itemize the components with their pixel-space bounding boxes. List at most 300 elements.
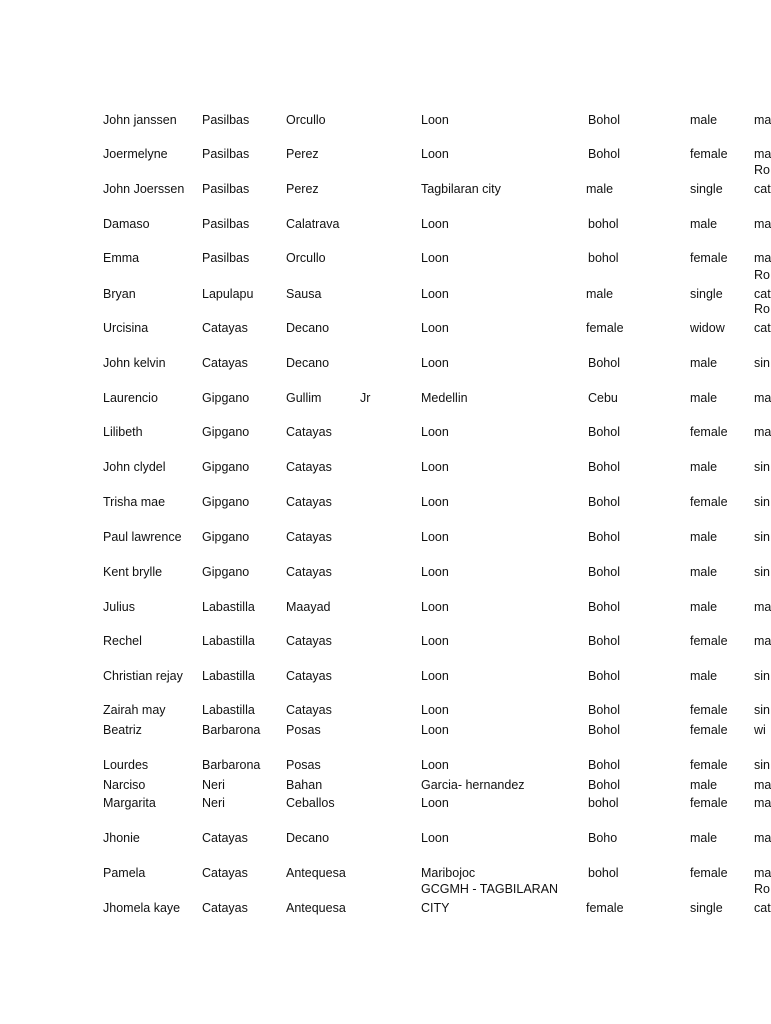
last-name-text: Calatrava (286, 217, 340, 231)
first-name-cell (103, 527, 199, 547)
first-name-cell (103, 700, 199, 720)
suffix-cell (360, 110, 400, 130)
suffix-cell (360, 863, 400, 883)
suffix-cell (360, 755, 400, 775)
last-name-cell (286, 353, 358, 373)
last-name-cell (286, 248, 358, 268)
middle-name-cell (202, 597, 284, 617)
last-name-cell (286, 284, 358, 304)
province-cell (588, 828, 678, 848)
suffix-cell (360, 793, 400, 813)
province-cell (588, 666, 678, 686)
civil-status-cell (754, 388, 771, 408)
sex-text: female (690, 866, 728, 880)
last-name-cell (286, 527, 358, 547)
province-cell (588, 597, 678, 617)
sex-text: male (690, 831, 718, 845)
birthplace-cell (421, 144, 581, 164)
province-text: Bohol (588, 669, 620, 683)
birthplace-text: Medellin (421, 391, 468, 405)
middle-name-cell (202, 388, 284, 408)
table-row (0, 457, 768, 477)
sex-text: widow (690, 321, 725, 335)
last-name-cell (286, 144, 358, 164)
sex-cell (690, 898, 750, 918)
civil-status-cell (754, 527, 768, 547)
birthplace-text: Loon (421, 425, 449, 439)
civil-status-cell (754, 302, 771, 338)
first-name-cell (103, 793, 199, 813)
first-name-text: John kelvin (103, 356, 166, 370)
sex-text: female (690, 251, 728, 265)
first-name-cell (103, 775, 199, 795)
province-cell (588, 248, 678, 268)
sex-cell (690, 214, 750, 234)
last-name-text: Gullim (286, 391, 322, 405)
first-name-text: Laurencio (103, 391, 158, 405)
civil-status-text: sin (754, 460, 770, 474)
first-name-cell (103, 562, 199, 582)
province-cell (588, 631, 678, 651)
civil-status-text: ma (754, 778, 771, 792)
first-name-text: John janssen (103, 113, 177, 127)
middle-name-text: Catayas (202, 866, 248, 880)
civil-status-text: sin (754, 669, 770, 683)
suffix-cell (360, 422, 400, 442)
table-row (0, 631, 771, 651)
province-text: female (586, 321, 624, 335)
civil-status-text: ma (754, 217, 771, 231)
sex-cell (690, 284, 750, 304)
first-name-cell (103, 720, 199, 740)
last-name-cell (286, 110, 358, 130)
birthplace-cell (421, 755, 581, 775)
civil-status-cell (754, 163, 771, 199)
last-name-text: Bahan (286, 778, 323, 792)
province-text: Bohol (588, 565, 620, 579)
sex-text: single (690, 182, 723, 196)
last-name-cell (286, 631, 358, 651)
table-row (0, 248, 771, 268)
province-text: Bohol (588, 634, 620, 648)
civil-status-text: ma (754, 391, 771, 405)
civil-status-text: ma (754, 600, 771, 614)
middle-name-text: Gipgano (202, 530, 250, 544)
province-cell (586, 318, 676, 338)
province-text: bohol (588, 796, 619, 810)
province-text: Bohol (588, 530, 620, 544)
first-name-text: Joermelyne (103, 147, 168, 161)
suffix-cell (360, 775, 400, 795)
birthplace-cell (421, 863, 581, 883)
table-row (0, 882, 771, 918)
civil-status-cell (754, 597, 771, 617)
civil-status-cell (754, 214, 771, 234)
table-row (0, 163, 771, 199)
province-text: Boho (588, 831, 618, 845)
middle-name-cell (202, 492, 284, 512)
last-name-text: Catayas (286, 565, 332, 579)
civil-status-text: sin (754, 495, 770, 509)
birthplace-text: CITY (421, 901, 450, 915)
sex-text: female (690, 758, 728, 772)
first-name-text: Kent brylle (103, 565, 163, 579)
middle-name-text: Neri (202, 778, 225, 792)
province-cell (588, 110, 678, 130)
sex-text: male (690, 391, 718, 405)
civil-status-cell (754, 562, 768, 582)
sex-text: single (690, 287, 723, 301)
birthplace-text: Loon (421, 287, 449, 301)
birthplace-cell (421, 422, 581, 442)
province-cell (588, 388, 678, 408)
first-name-cell (103, 755, 199, 775)
table-row (0, 863, 771, 883)
sex-cell (690, 793, 750, 813)
last-name-cell (286, 214, 358, 234)
first-name-text: Christian rejay (103, 669, 183, 683)
last-name-text: Sausa (286, 287, 322, 301)
last-name-cell (286, 562, 358, 582)
last-name-cell (286, 179, 358, 199)
province-text: Bohol (588, 758, 620, 772)
province-cell (588, 527, 678, 547)
sex-text: male (690, 669, 718, 683)
suffix-cell (360, 562, 400, 582)
birthplace-cell (421, 318, 581, 338)
table-row (0, 700, 768, 720)
first-name-text: John Joerssen (103, 182, 185, 196)
table-row (0, 214, 771, 234)
sex-text: male (690, 217, 718, 231)
province-text: Bohol (588, 425, 620, 439)
last-name-cell (286, 318, 358, 338)
middle-name-cell (202, 720, 284, 740)
middle-name-text: Catayas (202, 321, 248, 335)
province-text: Bohol (588, 460, 620, 474)
last-name-cell (286, 775, 358, 795)
middle-name-cell (202, 457, 284, 477)
birthplace-cell (421, 775, 581, 795)
province-text: Bohol (588, 147, 620, 161)
first-name-cell (103, 388, 199, 408)
civil-status-text: ma (754, 634, 771, 648)
province-text: Bohol (588, 113, 620, 127)
civil-status-cell (754, 492, 768, 512)
birthplace-cell (421, 562, 581, 582)
sex-cell (690, 457, 750, 477)
middle-name-cell (202, 775, 284, 795)
sex-cell (690, 597, 750, 617)
birthplace-text: Loon (421, 831, 449, 845)
first-name-text: Trisha mae (103, 495, 166, 509)
province-text: Bohol (588, 600, 620, 614)
last-name-cell (286, 828, 358, 848)
sex-cell (690, 318, 750, 338)
sex-text: female (690, 495, 728, 509)
middle-name-text: Gipgano (202, 565, 250, 579)
last-name-cell (286, 666, 358, 686)
civil-status-text: cat (754, 321, 771, 335)
civil-status-text: ma (754, 425, 771, 439)
civil-status-text: sin (754, 703, 770, 717)
sex-cell (690, 828, 750, 848)
birthplace-wrapped-text: GCGMH - TAGBILARAN (421, 882, 559, 896)
first-name-text: Urcisina (103, 321, 149, 335)
middle-name-cell (202, 793, 284, 813)
last-name-text: Maayad (286, 600, 331, 614)
province-cell (588, 863, 678, 883)
birthplace-cell (421, 793, 581, 813)
last-name-text: Catayas (286, 495, 332, 509)
last-name-text: Perez (286, 182, 319, 196)
birthplace-text: Loon (421, 356, 449, 370)
table-row (0, 793, 771, 813)
first-name-cell (103, 353, 199, 373)
first-name-cell (103, 597, 199, 617)
first-name-text: Lilibeth (103, 425, 143, 439)
table-row (0, 302, 771, 338)
table-row (0, 144, 771, 164)
sex-text: female (690, 703, 728, 717)
last-name-cell (286, 492, 358, 512)
birthplace-text: Loon (421, 460, 449, 474)
suffix-cell (360, 720, 400, 740)
civil-status-cell (754, 863, 771, 883)
first-name-text: Paul lawrence (103, 530, 182, 544)
province-text: female (586, 901, 624, 915)
province-cell (588, 755, 678, 775)
middle-name-text: Barbarona (202, 723, 261, 737)
birthplace-cell (421, 214, 581, 234)
middle-name-cell (202, 318, 284, 338)
sex-text: male (690, 565, 718, 579)
first-name-cell (103, 631, 199, 651)
civil-status-cell (754, 422, 771, 442)
civil-status-cell (754, 793, 771, 813)
civil-status-cell (754, 144, 771, 164)
middle-name-cell (202, 248, 284, 268)
sex-cell (690, 353, 750, 373)
middle-name-text: Lapulapu (202, 287, 254, 301)
sex-text: female (690, 796, 728, 810)
sex-cell (690, 144, 750, 164)
sex-text: male (690, 356, 718, 370)
civil-status-wrapped-text: Ro (754, 268, 770, 282)
first-name-text: Bryan (103, 287, 136, 301)
table-row (0, 597, 771, 617)
first-name-cell (103, 284, 199, 304)
birthplace-cell (421, 353, 581, 373)
birthplace-text: Loon (421, 723, 449, 737)
last-name-text: Catayas (286, 530, 332, 544)
province-text: Bohol (588, 723, 620, 737)
province-text: Cebu (588, 391, 618, 405)
first-name-cell (103, 492, 199, 512)
province-text: Bohol (588, 495, 620, 509)
table-row (0, 492, 768, 512)
province-cell (588, 700, 678, 720)
table-row (0, 775, 771, 795)
birthplace-cell (421, 828, 581, 848)
province-cell (586, 898, 676, 918)
suffix-cell (360, 144, 400, 164)
first-name-text: Jhonie (103, 831, 140, 845)
civil-status-text: ma (754, 831, 771, 845)
civil-status-text: cat (754, 287, 771, 301)
last-name-text: Posas (286, 758, 321, 772)
civil-status-wrapped-text: Ro (754, 163, 770, 177)
middle-name-text: Pasilbas (202, 182, 250, 196)
last-name-cell (286, 898, 358, 918)
civil-status-cell (754, 353, 768, 373)
sex-cell (690, 562, 750, 582)
province-cell (588, 144, 678, 164)
birthplace-text: Loon (421, 669, 449, 683)
middle-name-text: Gipgano (202, 391, 250, 405)
civil-status-cell (754, 720, 768, 740)
province-cell (588, 492, 678, 512)
birthplace-text: Loon (421, 113, 449, 127)
birthplace-text: Garcia- hernandez (421, 778, 525, 792)
birthplace-text: Loon (421, 495, 449, 509)
table-row (0, 527, 768, 547)
civil-status-cell (754, 882, 771, 918)
suffix-cell (360, 353, 400, 373)
last-name-text: Posas (286, 723, 321, 737)
last-name-text: Perez (286, 147, 319, 161)
middle-name-text: Pasilbas (202, 113, 250, 127)
first-name-text: Margarita (103, 796, 156, 810)
first-name-cell (103, 898, 199, 918)
province-text: bohol (588, 251, 619, 265)
middle-name-text: Labastilla (202, 669, 255, 683)
table-row (0, 388, 771, 408)
last-name-text: Decano (286, 321, 330, 335)
last-name-text: Ceballos (286, 796, 335, 810)
last-name-text: Catayas (286, 634, 332, 648)
first-name-text: Damaso (103, 217, 150, 231)
first-name-cell (103, 179, 199, 199)
civil-status-text: ma (754, 113, 771, 127)
province-text: bohol (588, 866, 619, 880)
middle-name-cell (202, 828, 284, 848)
sex-cell (690, 863, 750, 883)
middle-name-text: Pasilbas (202, 147, 250, 161)
middle-name-cell (202, 214, 284, 234)
birthplace-text: Loon (421, 703, 449, 717)
suffix-text: Jr (360, 391, 371, 405)
civil-status-text: sin (754, 758, 770, 772)
middle-name-text: Pasilbas (202, 251, 250, 265)
first-name-text: Rechel (103, 634, 142, 648)
last-name-cell (286, 720, 358, 740)
province-text: male (586, 287, 614, 301)
birthplace-cell (421, 457, 581, 477)
suffix-cell (360, 457, 400, 477)
civil-status-text: ma (754, 251, 771, 265)
province-text: Bohol (588, 703, 620, 717)
birthplace-cell (421, 597, 581, 617)
birthplace-cell (421, 666, 581, 686)
birthplace-text: Loon (421, 251, 449, 265)
middle-name-cell (202, 110, 284, 130)
middle-name-cell (202, 631, 284, 651)
province-cell (588, 562, 678, 582)
suffix-cell (360, 527, 400, 547)
civil-status-text: ma (754, 866, 771, 880)
birthplace-cell (421, 700, 581, 720)
middle-name-cell (202, 666, 284, 686)
table-row (0, 666, 768, 686)
sex-cell (690, 179, 750, 199)
sex-cell (690, 700, 750, 720)
sex-cell (690, 388, 750, 408)
civil-status-text: sin (754, 356, 770, 370)
last-name-cell (286, 457, 358, 477)
last-name-cell (286, 755, 358, 775)
last-name-text: Antequesa (286, 866, 346, 880)
sex-cell (690, 248, 750, 268)
sex-text: male (690, 778, 718, 792)
sex-text: male (690, 113, 718, 127)
middle-name-cell (202, 700, 284, 720)
sex-text: single (690, 901, 723, 915)
province-cell (586, 284, 676, 304)
province-cell (588, 720, 678, 740)
first-name-text: Beatriz (103, 723, 142, 737)
civil-status-cell (754, 775, 771, 795)
table-row (0, 110, 771, 130)
last-name-cell (286, 388, 358, 408)
civil-status-text: cat (754, 901, 771, 915)
last-name-text: Orcullo (286, 251, 326, 265)
middle-name-cell (202, 527, 284, 547)
middle-name-text: Neri (202, 796, 225, 810)
sex-cell (690, 631, 750, 651)
civil-status-text: wi (754, 723, 766, 737)
birthplace-text: Loon (421, 796, 449, 810)
middle-name-text: Gipgano (202, 425, 250, 439)
suffix-cell (360, 318, 400, 338)
civil-status-wrapped-text: Ro (754, 882, 770, 896)
middle-name-cell (202, 755, 284, 775)
middle-name-text: Barbarona (202, 758, 261, 772)
sex-cell (690, 666, 750, 686)
civil-status-text: cat (754, 182, 771, 196)
table-row (0, 422, 771, 442)
middle-name-text: Catayas (202, 901, 248, 915)
province-cell (586, 179, 676, 199)
birthplace-text: Maribojoc (421, 866, 476, 880)
suffix-cell (360, 631, 400, 651)
birthplace-cell (421, 388, 581, 408)
last-name-cell (286, 597, 358, 617)
first-name-cell (103, 214, 199, 234)
first-name-text: Julius (103, 600, 135, 614)
province-cell (588, 775, 678, 795)
last-name-cell (286, 793, 358, 813)
civil-status-cell (754, 666, 768, 686)
civil-status-text: sin (754, 565, 770, 579)
suffix-cell (360, 248, 400, 268)
suffix-cell (360, 214, 400, 234)
table-row (0, 755, 768, 775)
table-row (0, 268, 771, 304)
suffix-cell (360, 179, 400, 199)
province-text: bohol (588, 217, 619, 231)
sex-text: female (690, 147, 728, 161)
